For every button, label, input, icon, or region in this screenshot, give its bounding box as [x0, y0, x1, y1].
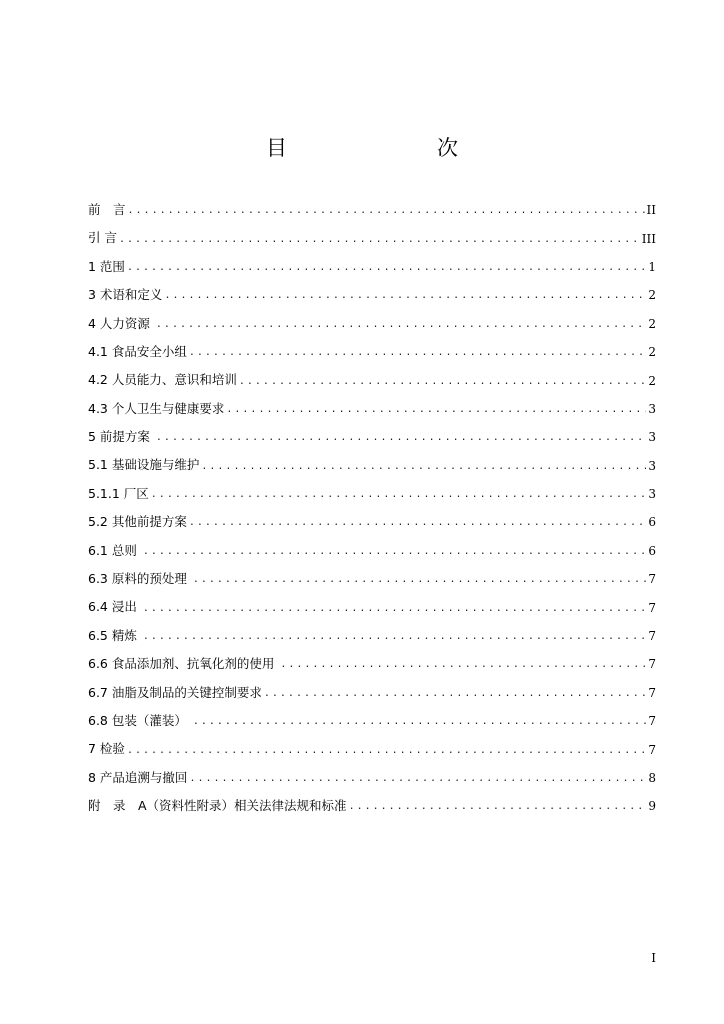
toc-entry-page: 7 — [648, 742, 656, 757]
toc-entry-terms[interactable] — [88, 281, 656, 309]
toc-entry-label: 5.2 其他前提方案 — [88, 514, 187, 530]
toc-entry-competence-training[interactable] — [88, 366, 656, 394]
toc-entry-key-control[interactable] — [88, 679, 656, 707]
toc-leader-dots — [164, 291, 646, 301]
toc-entry-page: 9 — [648, 799, 656, 814]
toc-entry-page: 7 — [648, 657, 656, 672]
toc-entry-label: 3 术语和定义 — [88, 287, 163, 303]
page-title: 目 次 — [266, 136, 494, 160]
toc-leader-dots — [193, 717, 647, 727]
toc-leader-dots — [127, 746, 646, 756]
toc-leader-dots — [239, 377, 647, 387]
toc-entry-factory-area[interactable] — [88, 480, 656, 508]
toc-entry-refining[interactable] — [88, 622, 656, 650]
toc-leader-dots — [151, 490, 647, 500]
toc-leader-dots — [226, 405, 646, 415]
toc-leader-dots — [264, 689, 647, 699]
toc-leader-dots — [189, 774, 646, 784]
table-of-contents — [88, 196, 656, 821]
toc-entry-scope[interactable] — [88, 253, 656, 281]
toc-entry-page: II — [646, 203, 656, 218]
toc-entry-page: 7 — [648, 572, 656, 587]
toc-entry-human-resources[interactable] — [88, 310, 656, 338]
toc-entry-label: 4.1 食品安全小组 — [88, 343, 187, 359]
toc-entry-label: 6.5 精炼 — [88, 627, 141, 643]
toc-entry-page: 2 — [648, 288, 656, 303]
toc-entry-page: 6 — [648, 543, 656, 558]
toc-entry-label: 1 范围 — [88, 258, 125, 274]
toc-entry-label: 8 产品追溯与撤回 — [88, 769, 188, 785]
toc-entry-appendix-a[interactable] — [88, 792, 656, 820]
toc-entry-page: 7 — [648, 629, 656, 644]
toc-entry-label: 4.2 人员能力、意识和培训 — [88, 372, 237, 388]
toc-entry-infrastructure[interactable] — [88, 452, 656, 480]
toc-entry-page: III — [641, 231, 656, 246]
toc-entry-label: 6.6 食品添加剂、抗氧化剂的使用 — [88, 656, 279, 672]
toc-entry-traceability-recall[interactable] — [88, 764, 656, 792]
toc-entry-page: 7 — [648, 600, 656, 615]
toc-entry-label: 5.1.1 厂区 — [88, 485, 149, 501]
toc-leader-dots — [201, 462, 646, 472]
toc-entry-page: 3 — [648, 487, 656, 502]
toc-leader-dots — [193, 575, 647, 585]
toc-entry-label: 6.8 包装（灌装） — [88, 712, 191, 728]
toc-entry-page: 3 — [648, 401, 656, 416]
toc-entry-inspection[interactable] — [88, 735, 656, 763]
toc-entry-raw-material-pretreatment[interactable] — [88, 565, 656, 593]
toc-entry-food-safety-team[interactable] — [88, 338, 656, 366]
toc-entry-page: 6 — [648, 515, 656, 530]
toc-leader-dots — [280, 660, 646, 670]
toc-entry-label: 7 检验 — [88, 741, 125, 757]
toc-entry-label: 6.7 油脂及制品的关键控制要求 — [88, 684, 262, 700]
toc-leader-dots — [189, 348, 647, 358]
toc-entry-label: 6.4 浸出 — [88, 599, 141, 615]
toc-leader-dots — [156, 320, 646, 330]
toc-entry-extraction[interactable] — [88, 593, 656, 621]
toc-entry-page: 2 — [648, 316, 656, 331]
toc-leader-dots — [349, 802, 647, 812]
toc-entry-introduction[interactable] — [88, 224, 656, 252]
toc-entry-label: 引 言 — [88, 230, 117, 246]
toc-leader-dots — [189, 518, 647, 528]
page-number: I — [651, 951, 656, 965]
toc-entry-packaging[interactable] — [88, 707, 656, 735]
toc-entry-label: 前 言 — [88, 201, 126, 217]
toc-entry-personal-hygiene[interactable] — [88, 395, 656, 423]
toc-entry-page: 8 — [648, 771, 656, 785]
toc-entry-label: 附 录 A（资料性附录）相关法律法规和标准 — [88, 798, 347, 814]
toc-entry-page: 2 — [648, 345, 656, 360]
toc-leader-dots — [127, 263, 646, 273]
toc-entry-prerequisite-programs[interactable] — [88, 423, 656, 451]
toc-entry-label: 6.1 总则 — [88, 542, 141, 558]
toc-entry-label: 5.1 基础设施与维护 — [88, 457, 200, 473]
toc-leader-dots — [143, 604, 647, 614]
toc-entry-page: 7 — [648, 685, 656, 700]
toc-leader-dots — [128, 206, 645, 216]
toc-entry-general[interactable] — [88, 537, 656, 565]
toc-entry-label: 6.3 原料的预处理 — [88, 571, 191, 587]
toc-entry-other-prerequisites[interactable] — [88, 508, 656, 536]
toc-leader-dots — [143, 547, 647, 557]
toc-entry-page: 2 — [648, 373, 656, 388]
toc-entry-label: 4 人力资源 — [88, 315, 154, 331]
toc-entry-foreword[interactable] — [88, 196, 656, 224]
toc-leader-dots — [143, 632, 647, 642]
toc-entry-label: 5 前提方案 — [88, 429, 154, 445]
toc-entry-page: 3 — [648, 458, 656, 473]
toc-entry-page: 3 — [648, 430, 656, 445]
toc-leader-dots — [156, 433, 646, 443]
toc-entry-page: 7 — [648, 714, 656, 729]
toc-leader-dots — [119, 235, 640, 245]
toc-entry-page: 1 — [648, 259, 656, 274]
toc-entry-additives[interactable] — [88, 650, 656, 678]
toc-entry-label: 4.3 个人卫生与健康要求 — [88, 400, 225, 416]
